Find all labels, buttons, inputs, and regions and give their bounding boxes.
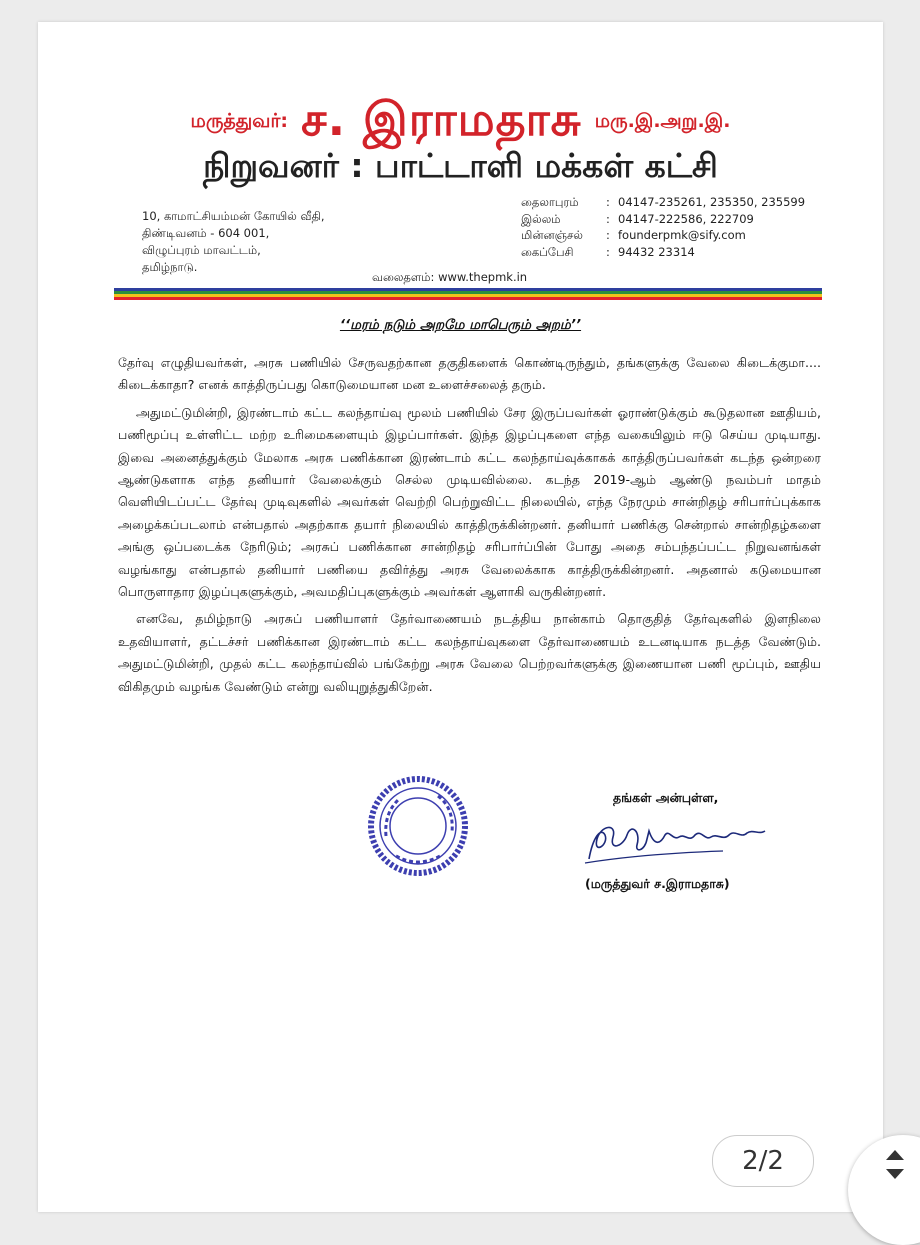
contact-block xyxy=(521,194,805,260)
party-seal xyxy=(366,774,470,878)
contact-row xyxy=(521,211,805,228)
founder-name: ச. இராமதாசு xyxy=(301,92,582,146)
color-band xyxy=(114,288,822,300)
contact-value: founderpmk@sify.com xyxy=(618,228,746,242)
title-prefix: மருத்துவர்: xyxy=(190,110,288,132)
arrow-up-icon xyxy=(886,1150,904,1160)
contact-separator: : xyxy=(606,244,610,259)
contact-separator: : xyxy=(606,195,610,209)
contact-separator: : xyxy=(606,228,610,242)
paragraph: தேர்வு எழுதியவர்கள், அரசு பணியில் சேருவதற்கான தகுதிகளைக் கொண்டிருந்தும், தங்களுக்கு வேலை கிடைக்குமா.... கிடைக்காதா? எனக் காத்திருப்பது கொடுமையான மன உளைச்சலைத் தரும். xyxy=(118,355,821,393)
page-indicator: 2/2 xyxy=(712,1135,814,1187)
contact-value: 04147-235261, 235350, 235599 xyxy=(618,195,806,209)
address-line: 10, காமாட்சியம்மன் கோயில் வீதி, xyxy=(142,209,325,223)
contact-label: தைலாபுரம் xyxy=(521,195,579,209)
contact-row xyxy=(521,227,805,244)
contact-label: இல்லம் xyxy=(521,211,561,226)
address-line: தமிழ்நாடு. xyxy=(142,260,198,274)
signatory-name: (மருத்துவர் ச.இராமதாசு) xyxy=(585,876,730,891)
organization-title: நிறுவனர் : பாட்டாளி மக்கள் கட்சி xyxy=(203,146,718,185)
arrow-down-icon xyxy=(886,1169,904,1179)
contact-separator: : xyxy=(606,211,610,226)
closing-line: தங்கள் அன்புள்ள, xyxy=(613,790,719,805)
signature xyxy=(583,817,783,869)
postal-address xyxy=(142,208,325,276)
paragraph: எனவே, தமிழ்நாடு அரசுப் பணியாளர் தேர்வாணையம் நடத்திய நான்காம் தொகுதித் தேர்வுகளில் இளநிலை உதவியாளர், தட்டச்சர் பணிக்கான இரண்டாம் கட்ட கலந்தாய்வுகளை தேர்வாணையம் உடனடியாக நடத்த வேண்டும். அதுமட்டுமின்றி, முதல் கட்ட கலந்தாய்வில் பங்கேற்று அரசு வேலை பெற்றவர்களுக்கு இணையான பணி மூப்பும், ஊதிய விகிதமும் வழங்க வேண்டும் என்று வலியுறுத்துகிறேன். xyxy=(118,611,821,694)
contact-row xyxy=(521,194,805,211)
contact-value: 94432 23314 xyxy=(618,244,695,259)
website-line xyxy=(372,270,527,286)
contact-label: கைப்பேசி xyxy=(521,244,574,259)
address-line: விழுப்புரம் மாவட்டம், xyxy=(142,243,261,257)
letter-body xyxy=(118,352,821,703)
contact-label: மின்னஞ்சல் xyxy=(521,228,583,242)
letter-page xyxy=(38,22,883,1212)
address-line: திண்டிவனம் - 604 001, xyxy=(142,226,270,240)
paragraph: அதுமட்டுமின்றி, இரண்டாம் கட்ட கலந்தாய்வு மூலம் பணியில் சேர இருப்பவர்கள் ஓராண்டுக்கும் கூடுதலான ஊதியம், பணிமூப்பு உள்ளிட்ட மற்ற உரிமைகளையும் இழப்பார்கள். இந்த இழப்புகளை எந்த வகையிலும் ஈடு செய்ய முடியாது. இவை அனைத்துக்கும் மேலாக அரசு பணிக்கான இரண்டாம் கட்ட கலந்தாய்வுக்காகக் காத்திருப்பவர்கள் கடந்த ஒன்றரை ஆண்டுகளாக எந்த தனியார் வேலைக்கும் செல்ல முடியவில்லை. கடந்த 2019-ஆம் ஆண்டு நவம்பர் மாதம் வெளியிடப்பட்ட தேர்வு முடிவுகளில் அவர்கள் வெற்றி பெற்றுவிட்ட நிலையில், எந்த நேரமும் சான்றிதழ் சரிபார்ப்புக்காக அழைக்கப்படலாம் என்பதால் அதற்காக தயார் நிலையில் காத்திருக்கின்றனர். தனியார் பணிக்கு சென்றால் சான்றிதழ்களை அங்கு ஒப்படைக்க நேரிடும்; அரசுப் பணிக்கான சான்றிதழ் சரிபார்ப்பின் போது அதை சம்பந்தப்பட்ட நிறுவனங்கள் வழங்காது என்பதால் தனியார் பணியை தவிர்த்து அரசு வேலைக்காக காத்திருக்கின்றனர். அதனால் கடுமையான பொருளாதார இழப்புகளுக்கும், அவமதிப்புகளுக்கும் அவர்கள் ஆளாகி வருகின்றனர். xyxy=(118,404,821,600)
contact-row xyxy=(521,244,805,261)
motto-text: ‘‘மரம் நடும் அறமே மாபெரும் அறம்’’ xyxy=(339,317,582,333)
website-label: வலைதளம்: xyxy=(372,270,435,284)
band-stripe xyxy=(114,297,822,300)
title-suffix: மரு.இ.அறு.இ. xyxy=(594,110,731,132)
website-url: www.thepmk.in xyxy=(438,270,528,284)
contact-value: 04147-222586, 222709 xyxy=(618,211,754,226)
motto xyxy=(38,317,883,335)
letterhead-title xyxy=(38,92,883,153)
